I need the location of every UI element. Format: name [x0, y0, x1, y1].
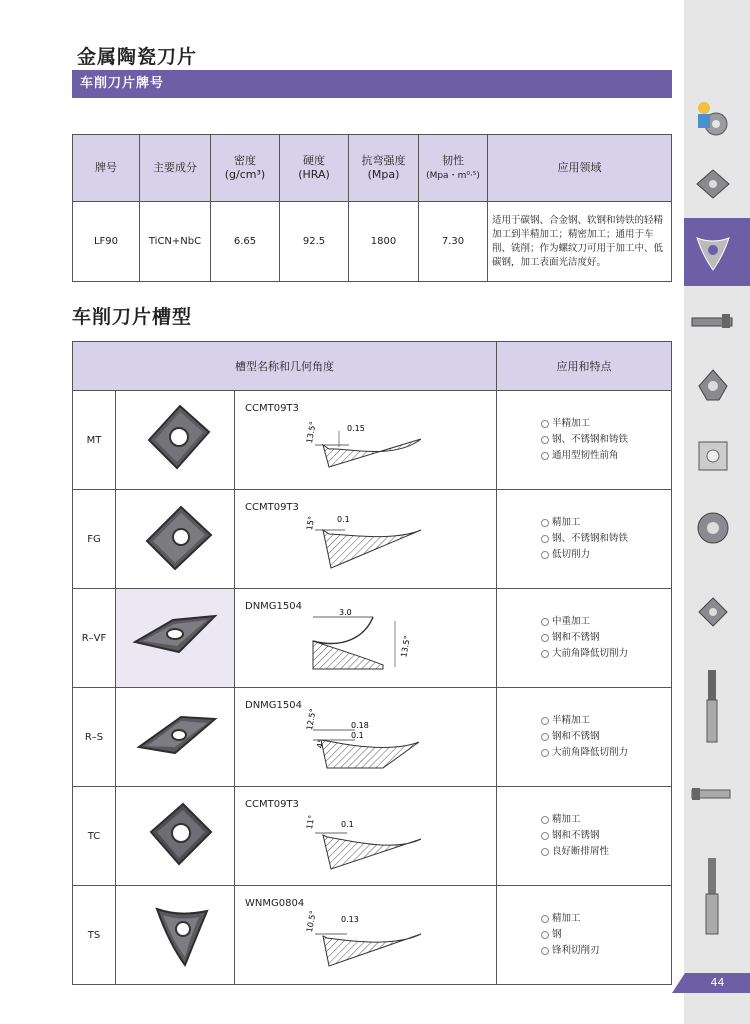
cross-section-diagram	[303, 508, 423, 578]
worker-gear-icon[interactable]	[690, 96, 734, 140]
page-number: 44	[685, 973, 750, 993]
square-insert-icon	[117, 491, 233, 584]
feature-item: 钢、不锈钢和铸铁	[552, 533, 629, 544]
table-row	[73, 787, 672, 886]
grade-row	[73, 202, 672, 282]
tool-holder-icon[interactable]	[690, 782, 734, 806]
geometry-cell	[235, 787, 497, 886]
header-density: 密度 (g/cm³)	[211, 135, 280, 202]
section-title: 车削刀片槽型	[72, 306, 193, 328]
feature-item: 半精加工	[552, 418, 591, 429]
feature-item: 钢、不锈钢和铸铁	[552, 434, 629, 445]
chipbreaker-table-header	[73, 342, 672, 391]
feature-item: 精加工	[552, 913, 581, 924]
groove-code: R–S	[73, 688, 116, 787]
land-width-label: 0.18	[351, 721, 369, 730]
land-width-label: 3.0	[339, 608, 352, 617]
features-cell	[497, 688, 672, 787]
features-cell	[497, 391, 672, 490]
features-cell	[497, 787, 672, 886]
features-cell	[497, 589, 672, 688]
header-geometry: 槽型名称和几何角度	[73, 342, 497, 391]
features-cell	[497, 886, 672, 985]
features-cell	[497, 490, 672, 589]
cell-strength: 1800	[349, 202, 419, 282]
insert-image	[116, 688, 235, 787]
feature-item: 半精加工	[552, 715, 591, 726]
header-application: 应用领域	[488, 135, 672, 202]
triangle-insert-icon[interactable]	[693, 230, 733, 274]
square-insert-icon	[117, 392, 233, 485]
feature-item: 钢和不锈钢	[552, 632, 600, 643]
diamond-insert-icon	[117, 689, 233, 782]
cell-hardness: 92.5	[280, 202, 349, 282]
groove-code: FG	[73, 490, 116, 589]
feature-item: 低切削力	[552, 549, 591, 560]
rake-angle-label: 13.5°	[305, 420, 318, 444]
trigon-insert-icon	[117, 887, 233, 980]
feature-item: 良好断排屑性	[552, 846, 610, 857]
feature-item: 精加工	[552, 517, 581, 528]
table-row	[73, 688, 672, 787]
land-width-label: 0.1	[341, 820, 354, 829]
rake-angle-label: 12.5°	[305, 707, 318, 731]
square-insert-icon	[117, 788, 233, 881]
groove-code: MT	[73, 391, 116, 490]
milling-insert-icon[interactable]	[693, 508, 733, 548]
thread-insert-icon[interactable]	[693, 366, 733, 406]
square-mill-insert-icon[interactable]	[693, 592, 733, 632]
round-insert-icon[interactable]	[693, 436, 733, 476]
geometry-cell	[235, 589, 497, 688]
page-title: 金属陶瓷刀片	[77, 46, 198, 68]
cell-toughness: 7.30	[419, 202, 488, 282]
insert-image	[116, 787, 235, 886]
header-grade: 牌号	[73, 135, 140, 202]
feature-item: 大前角降低切削力	[552, 648, 629, 659]
page-number-tab	[672, 973, 685, 993]
land-width-label: 0.1	[337, 515, 350, 524]
header-features: 应用和特点	[497, 342, 672, 391]
insert-model: CCMT09T3	[245, 502, 299, 513]
drill-icon[interactable]	[700, 856, 724, 936]
rake-angle-label: 13.5°	[399, 634, 413, 658]
table-row	[73, 589, 672, 688]
table-row	[73, 886, 672, 985]
table-row	[73, 490, 672, 589]
insert-image	[116, 490, 235, 589]
feature-item: 精加工	[552, 814, 581, 825]
geometry-cell	[235, 490, 497, 589]
insert-model: CCMT09T3	[245, 799, 299, 810]
rake-angle-label: 10.5°	[305, 909, 318, 933]
feature-item: 中重加工	[552, 616, 591, 627]
groove-code: R–VF	[73, 589, 116, 688]
chipbreaker-table	[72, 341, 672, 985]
feature-item: 钢和不锈钢	[552, 830, 600, 841]
feature-item: 大前角降低切削力	[552, 747, 629, 758]
insert-image	[116, 886, 235, 985]
geometry-cell	[235, 886, 497, 985]
cell-density: 6.65	[211, 202, 280, 282]
table-row	[73, 391, 672, 490]
cross-section-diagram	[303, 607, 423, 677]
land-width-label-2: 0.1	[351, 731, 364, 740]
secondary-angle-label: 4°	[315, 738, 326, 749]
grooving-tool-icon[interactable]	[690, 310, 734, 334]
geometry-cell	[235, 688, 497, 787]
cell-application: 适用于碳钢、合金钢、软钢和铸铁的轻精加工到半精加工；精密加工；通用于车削、铣削；作为螺纹刀可用于加工中、低碳钢，加工表面光洁度好。	[488, 202, 672, 282]
feature-item: 钢	[552, 929, 562, 940]
insert-model: DNMG1504	[245, 601, 303, 612]
feature-item: 钢和不锈钢	[552, 731, 600, 742]
header-toughness: 韧性 (Mpa・m⁰·⁵)	[419, 135, 488, 202]
rake-angle-label: 11°	[305, 814, 317, 830]
groove-code: TC	[73, 787, 116, 886]
cell-composition: TiCN+NbC	[140, 202, 211, 282]
header-composition: 主要成分	[140, 135, 211, 202]
cross-section-diagram	[303, 409, 423, 479]
cross-section-diagram	[303, 805, 423, 875]
geometry-cell	[235, 391, 497, 490]
feature-item: 锋利切削刃	[552, 945, 600, 956]
header-strength: 抗弯强度 (Mpa)	[349, 135, 419, 202]
grade-table	[72, 134, 672, 282]
groove-code: TS	[73, 886, 116, 985]
insert-image	[116, 589, 235, 688]
land-width-label: 0.13	[341, 915, 359, 924]
rake-angle-label: 15°	[305, 515, 317, 531]
insert-model: CCMT09T3	[245, 403, 299, 414]
diamond-insert-icon	[117, 590, 233, 683]
insert-model: WNMG0804	[245, 898, 305, 909]
square-insert-icon[interactable]	[693, 166, 733, 202]
grade-table-header	[73, 135, 672, 202]
header-hardness: 硬度 (HRA)	[280, 135, 349, 202]
cross-section-diagram	[303, 706, 423, 776]
end-mill-icon[interactable]	[700, 668, 724, 744]
cross-section-diagram	[303, 904, 423, 974]
land-width-label: 0.15	[347, 424, 365, 433]
insert-model: DNMG1504	[245, 700, 303, 711]
cell-grade: LF90	[73, 202, 140, 282]
feature-item: 通用型韧性前角	[552, 450, 619, 461]
insert-image	[116, 391, 235, 490]
section-banner: 车削刀片牌号	[72, 70, 672, 98]
